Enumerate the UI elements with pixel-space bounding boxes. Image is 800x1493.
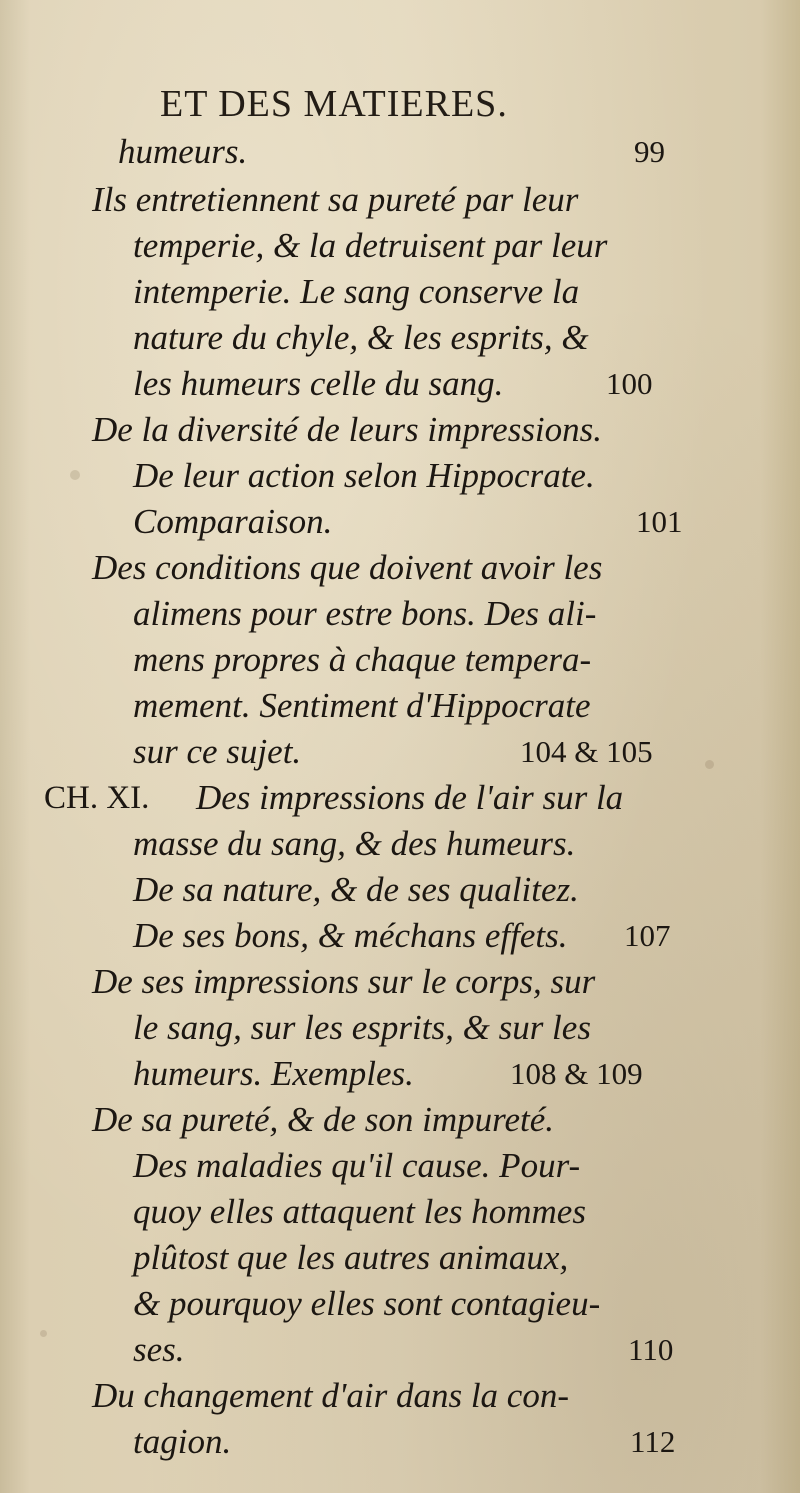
index-line: mens propres à chaque tempera- bbox=[133, 640, 592, 679]
index-line: Comparaison. bbox=[133, 502, 333, 541]
page-number: 99 bbox=[634, 134, 665, 169]
index-line: Des impressions de l'air sur la bbox=[196, 778, 624, 817]
chapter-label: CH. XI. bbox=[44, 780, 150, 816]
index-line: quoy elles attaquent les hommes bbox=[133, 1192, 586, 1231]
index-line: De la diversité de leurs impressions. bbox=[92, 410, 603, 449]
paper-stain bbox=[705, 760, 714, 769]
index-line: Ils entretiennent sa pureté par leur bbox=[92, 180, 579, 219]
paper-stain bbox=[70, 470, 80, 480]
index-line: nature du chyle, & les esprits, & bbox=[133, 318, 589, 357]
index-line: sur ce sujet. bbox=[133, 732, 302, 771]
index-line: ses. bbox=[133, 1330, 185, 1369]
paper-stain bbox=[40, 1330, 47, 1337]
index-line: intemperie. Le sang conserve la bbox=[133, 272, 580, 311]
page-number: 110 bbox=[628, 1332, 674, 1367]
index-line: De leur action selon Hippocrate. bbox=[133, 456, 595, 495]
page-number: 107 bbox=[624, 918, 671, 953]
page-number: 100 bbox=[606, 366, 653, 401]
index-line: & pourquoy elles sont contagieu- bbox=[133, 1284, 601, 1323]
index-line: les humeurs celle du sang. bbox=[133, 364, 504, 403]
page-number: 108 & 109 bbox=[510, 1056, 643, 1091]
page-number: 104 & 105 bbox=[520, 734, 653, 769]
index-line: De sa nature, & de ses qualitez. bbox=[133, 870, 579, 909]
index-line: humeurs. bbox=[118, 132, 248, 171]
index-line: le sang, sur les esprits, & sur les bbox=[133, 1008, 591, 1047]
index-line: humeurs. Exemples. bbox=[133, 1054, 414, 1093]
index-line: Du changement d'air dans la con- bbox=[92, 1376, 569, 1415]
index-line: De ses bons, & méchans effets. bbox=[133, 916, 568, 955]
page-number: 112 bbox=[630, 1424, 676, 1459]
index-line: plûtost que les autres animaux, bbox=[133, 1238, 569, 1277]
index-line: Des maladies qu'il cause. Pour- bbox=[133, 1146, 581, 1185]
index-line: tagion. bbox=[133, 1422, 232, 1461]
index-line: masse du sang, & des humeurs. bbox=[133, 824, 576, 863]
index-line: De ses impressions sur le corps, sur bbox=[92, 962, 596, 1001]
page-number: 101 bbox=[636, 504, 683, 539]
running-head: ET DES MATIERES. bbox=[160, 83, 508, 125]
index-line: mement. Sentiment d'Hippocrate bbox=[133, 686, 591, 725]
index-line: De sa pureté, & de son impureté. bbox=[92, 1100, 555, 1139]
index-line: temperie, & la detruisent par leur bbox=[133, 226, 608, 265]
index-line: Des conditions que doivent avoir les bbox=[92, 548, 603, 587]
index-line: alimens pour estre bons. Des ali- bbox=[133, 594, 597, 633]
